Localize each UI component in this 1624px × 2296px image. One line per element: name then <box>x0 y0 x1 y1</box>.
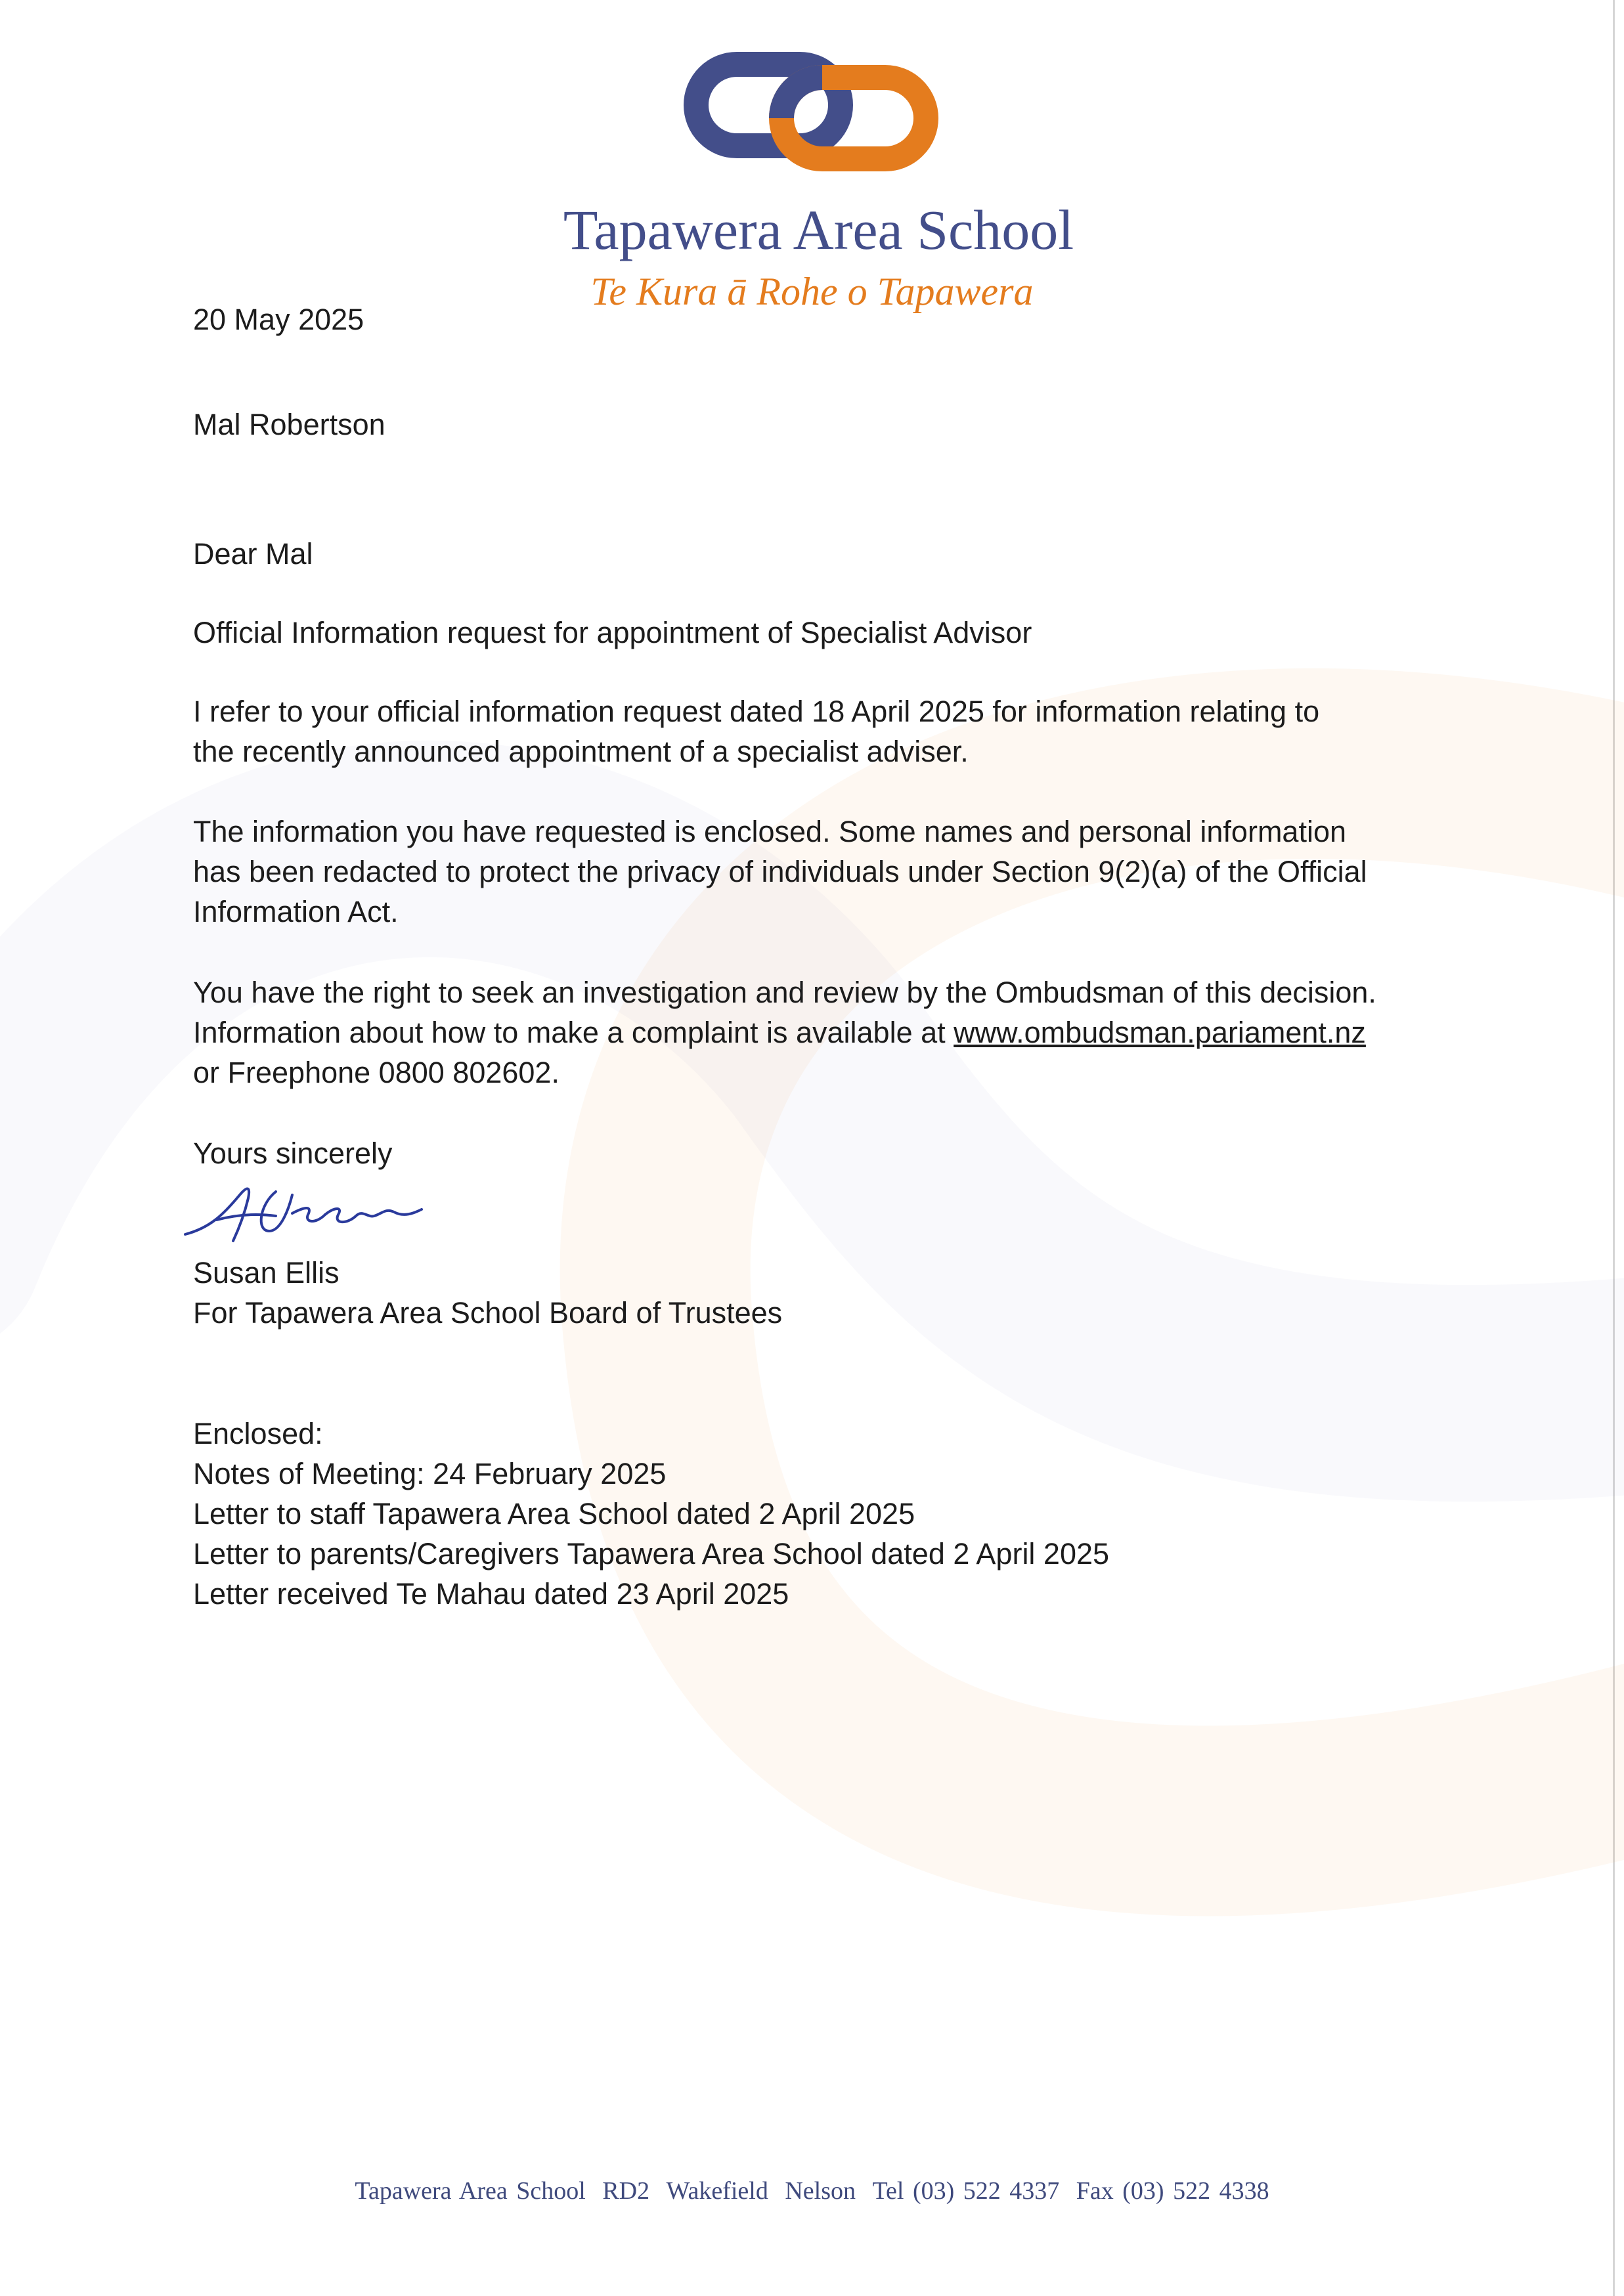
salutation: Dear Mal <box>193 537 313 571</box>
paragraph-line: Information Act. <box>193 895 399 928</box>
handwritten-signature-icon <box>177 1169 479 1261</box>
enclosure-item: Letter received Te Mahau dated 23 April 2025 <box>193 1577 789 1611</box>
closing: Yours sincerely <box>193 1137 393 1170</box>
paragraph-line: The information you have requested is enclosed. Some names and personal information <box>193 815 1347 848</box>
footer-tel: Tel (03) 522 4337 <box>872 2177 1060 2205</box>
enclosures-block <box>193 1414 1109 1614</box>
paragraph-line: or Freephone 0800 802602. <box>193 1056 560 1089</box>
recipient-name: Mal Robertson <box>193 408 385 441</box>
signatory-name: Susan Ellis <box>193 1256 340 1289</box>
signatory-block <box>193 1253 782 1333</box>
letter-date: 20 May 2025 <box>193 303 364 336</box>
school-subtitle: Te Kura ā Rohe o Tapawera <box>590 270 1034 313</box>
footer-school: Tapawera Area School <box>355 2177 586 2205</box>
footer-region: Nelson <box>785 2177 856 2205</box>
signatory-title: For Tapawera Area School Board of Trustees <box>193 1296 783 1330</box>
paragraph-ombudsman <box>193 972 1376 1093</box>
subject-line: Official Information request for appointment of Specialist Advisor <box>193 616 1032 649</box>
school-name: Tapawera Area School <box>563 198 1074 261</box>
ombudsman-link[interactable]: www.ombudsman.pariament.nz <box>954 1016 1366 1049</box>
page-edge <box>1613 0 1615 2296</box>
enclosure-item: Letter to parents/Caregivers Tapawera Area School dated 2 April 2025 <box>193 1537 1110 1570</box>
enclosed-heading: Enclosed: <box>193 1417 323 1450</box>
paragraph-enclosed-info <box>193 812 1367 932</box>
enclosure-item: Notes of Meeting: 24 February 2025 <box>193 1457 667 1490</box>
complaint-info-text: Information about how to make a complaint is available at <box>193 1016 954 1049</box>
enclosure-item: Letter to staff Tapawera Area School dated 2 April 2025 <box>193 1497 915 1530</box>
school-logo <box>683 46 939 184</box>
footer-contact <box>0 2177 1624 2205</box>
footer-rd: RD2 <box>602 2177 650 2205</box>
paragraph-reference <box>193 691 1319 771</box>
paragraph-line: I refer to your official information request dated 18 April 2025 for information relating to <box>193 695 1320 728</box>
paragraph-line: the recently announced appointment of a specialist adviser. <box>193 735 969 768</box>
paragraph-line: has been redacted to protect the privacy of individuals under Section 9(2)(a) of the Official <box>193 855 1367 888</box>
footer-town: Wakefield <box>666 2177 768 2205</box>
paragraph-line <box>193 1012 1376 1052</box>
footer-fax: Fax (03) 522 4338 <box>1076 2177 1269 2205</box>
paragraph-line: You have the right to seek an investigation and review by the Ombudsman of this decision. <box>193 976 1376 1009</box>
